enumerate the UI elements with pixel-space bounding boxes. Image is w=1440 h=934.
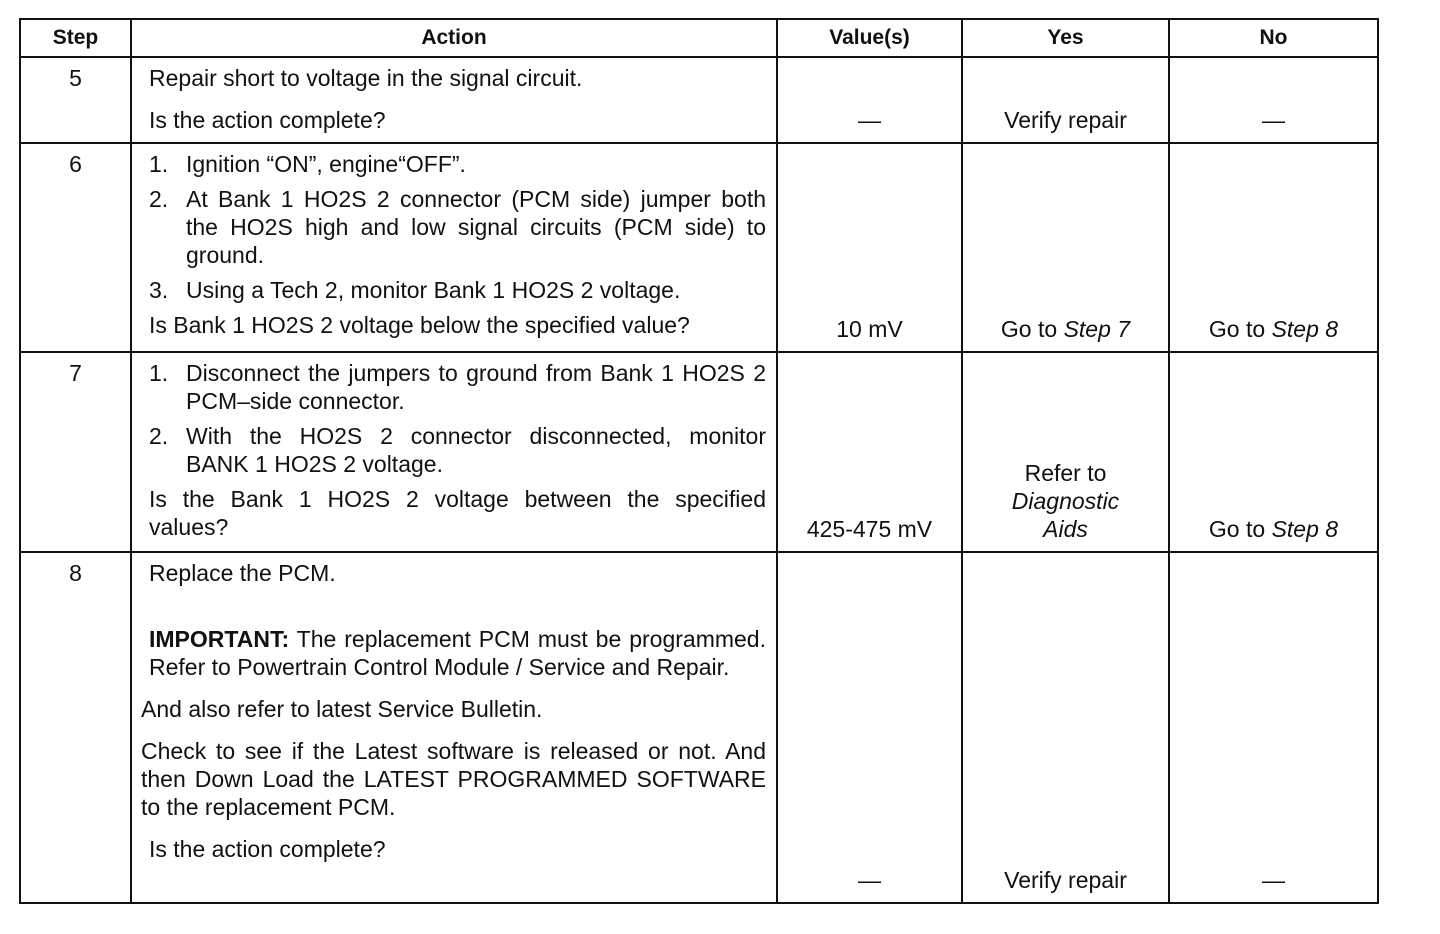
- action-steps-list: [149, 359, 766, 478]
- no-cell: Go to Step 8: [1169, 352, 1378, 552]
- header-values: Value(s): [777, 19, 962, 57]
- step-number: 7: [20, 352, 131, 552]
- action-question: Is the action complete?: [149, 836, 386, 862]
- value-cell: 425-475 mV: [777, 352, 962, 552]
- header-action: Action: [131, 19, 777, 57]
- step-number: 8: [20, 552, 131, 903]
- table-row-step-8: [20, 552, 1378, 903]
- header-yes: Yes: [962, 19, 1169, 57]
- action-steps-list: [149, 150, 766, 304]
- diagnostic-aids-link: Diagnostic Aids: [1011, 488, 1120, 542]
- action-cell: [131, 552, 777, 903]
- table-row-step-6: [20, 143, 1378, 352]
- yes-cell: Go to Step 7: [962, 143, 1169, 352]
- list-item: 2. At Bank 1 HO2S 2 connector (PCM side) jumper both the HO2S high and low signal circuits (PCM side) to ground.: [149, 186, 766, 268]
- action-text: Repair short to voltage in the signal circuit.: [149, 65, 583, 91]
- diagnostic-table: [19, 18, 1379, 904]
- bulletin-text: And also refer to latest Service Bulletin.: [141, 696, 543, 722]
- list-item: 3. Using a Tech 2, monitor Bank 1 HO2S 2 voltage.: [149, 277, 681, 303]
- list-item: 2. With the HO2S 2 connector disconnected, monitor BANK 1 HO2S 2 voltage.: [149, 423, 766, 477]
- software-text: Check to see if the Latest software is released or not. And then Down Load the LATEST PROGRAMMED SOFTWARE to the replacement PCM.: [141, 738, 766, 820]
- table-row-step-5: [20, 57, 1378, 143]
- important-text: The replacement PCM must be programmed. Refer to Powertrain Control Module / Service and Repair.: [149, 626, 766, 680]
- action-question: Is the Bank 1 HO2S 2 voltage between the specified values?: [149, 486, 766, 540]
- step-link: Step 8: [1271, 316, 1339, 342]
- no-cell: —: [1169, 552, 1378, 903]
- yes-prefix: Refer to: [1024, 460, 1107, 486]
- no-cell: Go to Step 8: [1169, 143, 1378, 352]
- action-cell: [131, 143, 777, 352]
- header-row: [20, 19, 1378, 57]
- table-row-step-7: [20, 352, 1378, 552]
- step-link: Step 8: [1271, 516, 1339, 542]
- action-cell: [131, 352, 777, 552]
- important-note: [149, 625, 766, 681]
- action-cell: [131, 57, 777, 143]
- step-link: Step 7: [1063, 316, 1131, 342]
- yes-cell: Verify repair: [962, 57, 1169, 143]
- important-label: IMPORTANT:: [149, 626, 290, 652]
- action-question: Is Bank 1 HO2S 2 voltage below the specified value?: [149, 312, 690, 338]
- list-item: 1. Ignition “ON”, engine“OFF”.: [149, 151, 466, 177]
- step-number: 6: [20, 143, 131, 352]
- step-number: 5: [20, 57, 131, 143]
- no-cell: —: [1169, 57, 1378, 143]
- header-step: Step: [20, 19, 131, 57]
- yes-cell: [962, 352, 1169, 552]
- action-text: Replace the PCM.: [149, 560, 336, 586]
- header-no: No: [1169, 19, 1378, 57]
- value-cell: —: [777, 57, 962, 143]
- action-question: Is the action complete?: [149, 107, 386, 133]
- value-cell: —: [777, 552, 962, 903]
- list-item: 1. Disconnect the jumpers to ground from Bank 1 HO2S 2 PCM–side connector.: [149, 360, 766, 414]
- yes-cell: Verify repair: [962, 552, 1169, 903]
- value-cell: 10 mV: [777, 143, 962, 352]
